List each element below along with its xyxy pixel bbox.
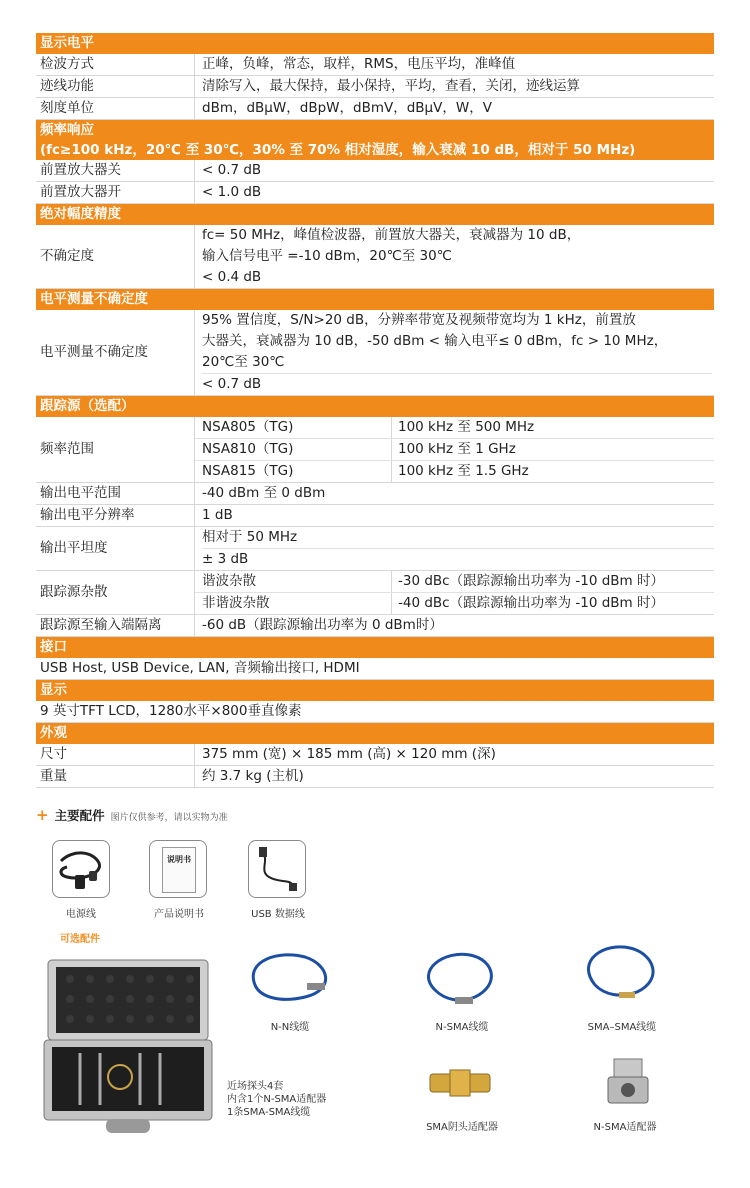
- section-interface: 接口: [36, 637, 714, 658]
- table-row: 频率范围 NSA805（TG) 100 kHz 至 500 MHz NSA810（TG) 100 kHz 至 1 GHz NSA815（TG) 100 kHz 至 1.5 GHz: [36, 417, 714, 483]
- table-row: 跟踪源至输入端隔离 -60 dB（跟踪源输出功率为 0 dBm时）: [36, 615, 714, 637]
- table-row: 输出电平范围 -40 dBm 至 0 dBm: [36, 483, 714, 505]
- plus-icon: +: [36, 806, 49, 824]
- table-row: 检波方式 正峰，负峰，常态，取样，RMS，电压平均，准峰值: [36, 54, 714, 76]
- section-level-meas: 电平测量不确定度: [36, 289, 714, 310]
- spec-table: [36, 33, 714, 788]
- table-row: 输出平坦度 相对于 50 MHz ± 3 dB: [36, 527, 714, 571]
- section-tracking: 跟踪源（选配）: [36, 396, 714, 417]
- optional-heading: 可选配件: [60, 934, 100, 945]
- usb-cable-image: [248, 840, 306, 898]
- manual-image: [149, 840, 207, 898]
- accessories-heading: + 主要配件 图片仅供参考，请以实物为准: [36, 806, 228, 824]
- sma-female-adapter-icon: [425, 1060, 495, 1105]
- table-row: 重量 约 3.7 kg (主机): [36, 766, 714, 788]
- n-sma-adapter-icon: [600, 1055, 655, 1115]
- table-row: 前置放大器关 < 0.7 dB: [36, 160, 714, 182]
- table-row: 跟踪源杂散 谐波杂散 -30 dBc（跟踪源输出功率为 -10 dBm 时） 非谐波杂散 -40 dBc（跟踪源输出功率为 -10 dBm 时）: [36, 571, 714, 615]
- probe-kit-case-image: [40, 955, 215, 1140]
- probe-kit-caption: 近场探头4套 内含1个N-SMA适配器 1条SMA-SMA线缆: [227, 1081, 327, 1118]
- interface-text: USB Host, USB Device, LAN, 音频输出接口, HDMI: [36, 658, 714, 680]
- table-row: 刻度单位 dBm，dBμW，dBpW，dBmV，dBμV，W，V: [36, 98, 714, 120]
- sma-sma-cable-icon: [575, 940, 670, 1005]
- table-row: 迹线功能 清除写入，最大保持，最小保持，平均，查看，关闭，迹线运算: [36, 76, 714, 98]
- manual-icon: 说明书: [162, 847, 196, 893]
- section-abs-amp: 绝对幅度精度: [36, 204, 714, 225]
- power-cord-icon: [53, 841, 109, 897]
- n-n-cable-icon: [245, 945, 345, 1010]
- table-row: 尺寸 375 mm (宽) × 185 mm (高) × 120 mm (深): [36, 744, 714, 766]
- section-display: 显示: [36, 680, 714, 701]
- probe-kit-icon: [40, 955, 215, 1140]
- table-row: 输出电平分辨率 1 dB: [36, 505, 714, 527]
- n-sma-cable-icon: [415, 945, 510, 1010]
- section-appearance: 外观: [36, 723, 714, 744]
- section-freq-response: 频率响应 (fc≥100 kHz，20℃ 至 30℃，30% 至 70% 相对湿度，输入衰减 10 dB，相对于 50 MHz): [36, 120, 714, 160]
- table-row: 电平测量不确定度 95% 置信度，S/N>20 dB，分辨率带宽及视频带宽均为 1 kHz，前置放 大器关，衰减器为 10 dB，-50 dBm < 输入电平≤ 0 dBm，fc > 10 MHz， 20℃至 30℃ < 0.7 dB: [36, 310, 714, 396]
- section-level-display: 显示电平: [36, 33, 714, 54]
- usb-cable-icon: [249, 841, 305, 897]
- table-row: 前置放大器开 < 1.0 dB: [36, 182, 714, 204]
- power-cord-image: [52, 840, 110, 898]
- table-row: 不确定度 fc= 50 MHz，峰值检波器，前置放大器关，衰减器为 10 dB， 输入信号电平 =-10 dBm，20℃至 30℃ < 0.4 dB: [36, 225, 714, 289]
- display-text: 9 英寸TFT LCD，1280水平×800垂直像素: [36, 701, 714, 723]
